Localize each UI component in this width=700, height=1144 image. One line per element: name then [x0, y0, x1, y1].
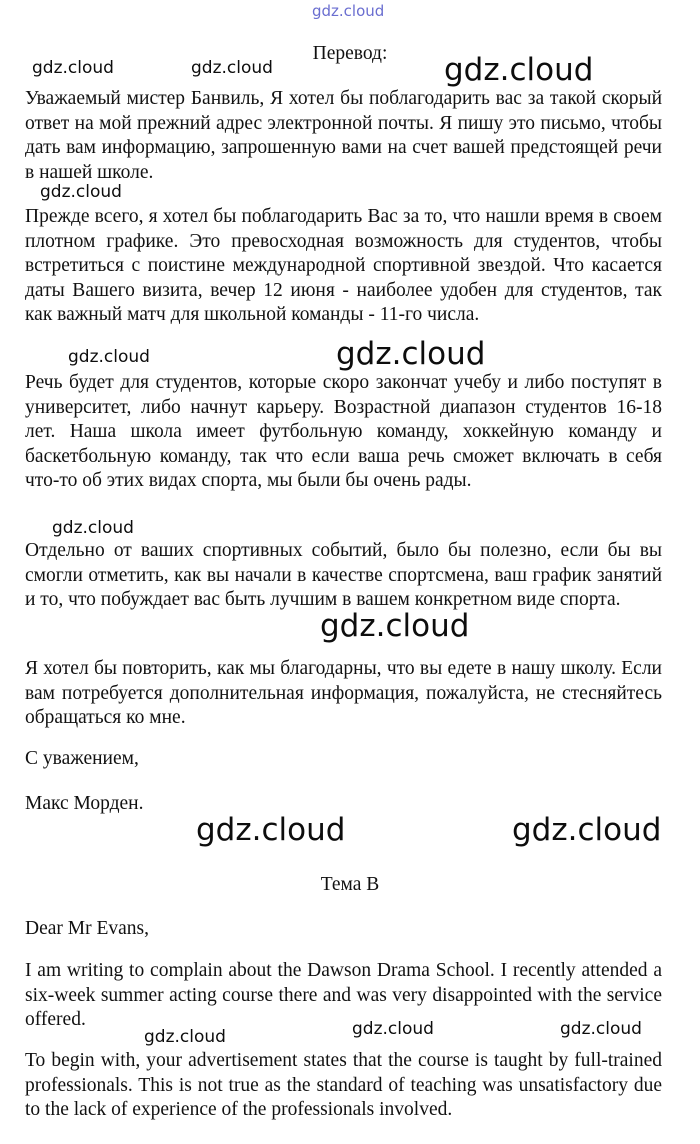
ru-paragraph-3: Речь будет для студентов, которые скоро закончат учебу и либо поступят в университет, либо начнут карьеру. Возрастной диапазон студентов 16-18 лет. Наша школа имеет футбольную команду, хоккейную команду и баскетбольную команду, так что если ваша речь сможет включать в себя что-то об этих видах спорта, мы были бы очень рады. — [25, 372, 662, 491]
ru-signature: Макс Морден. — [25, 793, 144, 814]
watermark: gdz.cloud — [560, 1019, 642, 1039]
en-paragraph-1: I am writing to complain about the Dawson Drama School. I recently attended a six-week summer acting course there and was very disappointed with the service offered. — [25, 960, 662, 1030]
watermark: gdz.cloud — [144, 1027, 226, 1047]
watermark: gdz.cloud — [32, 58, 114, 78]
watermark: gdz.cloud — [336, 336, 486, 372]
watermark: gdz.cloud — [68, 347, 150, 367]
watermark: gdz.cloud — [191, 58, 273, 78]
en-greeting: Dear Mr Evans, — [25, 918, 149, 939]
watermark: gdz.cloud — [40, 182, 122, 202]
watermark: gdz.cloud — [512, 812, 662, 848]
watermark: gdz.cloud — [444, 52, 594, 88]
ru-paragraph-1: Уважаемый мистер Банвиль, Я хотел бы поблагодарить вас за такой скорый ответ на мой прежний адрес электронной почты. Я пишу это письмо, чтобы дать вам информацию, запрошенную вами на счет вашей предстоящей речи в нашей школе. — [25, 88, 662, 183]
watermark: gdz.cloud — [352, 1019, 434, 1039]
en-paragraph-2: To begin with, your advertisement states that the course is taught by full-trained professionals. This is not true as the standard of teaching was unsatisfactory due to the lack of experience of the professionals involved. — [25, 1050, 662, 1120]
watermark: gdz.cloud — [196, 812, 346, 848]
translation-heading: Перевод: — [312, 43, 388, 64]
watermark-top: gdz.cloud — [312, 2, 385, 20]
watermark: gdz.cloud — [52, 518, 134, 538]
ru-paragraph-5: Я хотел бы повторить, как мы благодарны, что вы едете в нашу школу. Если вам потребуется дополнительная информация, пожалуйста, не стесняйтесь обращаться ко мне. — [25, 658, 662, 728]
ru-closing: С уважением, — [25, 748, 139, 769]
topic-heading: Тема В — [320, 874, 380, 895]
watermark: gdz.cloud — [320, 608, 470, 644]
ru-paragraph-2: Прежде всего, я хотел бы поблагодарить Вас за то, что нашли время в своем плотном графике. Это превосходная возможность для студентов, чтобы встретиться с поистине международной спортивной звездой. Что касается даты Вашего визита, вечер 12 июня - наиболее удобен для студентов, так как важный матч для школьной команды - 11-го числа. — [25, 206, 662, 325]
ru-paragraph-4: Отдельно от ваших спортивных событий, было бы полезно, если бы вы смогли отметить, как вы начали в качестве спортсмена, ваш график занятий и то, что побуждает вас быть лучшим в вашем конкретном виде спорта. — [25, 540, 662, 610]
